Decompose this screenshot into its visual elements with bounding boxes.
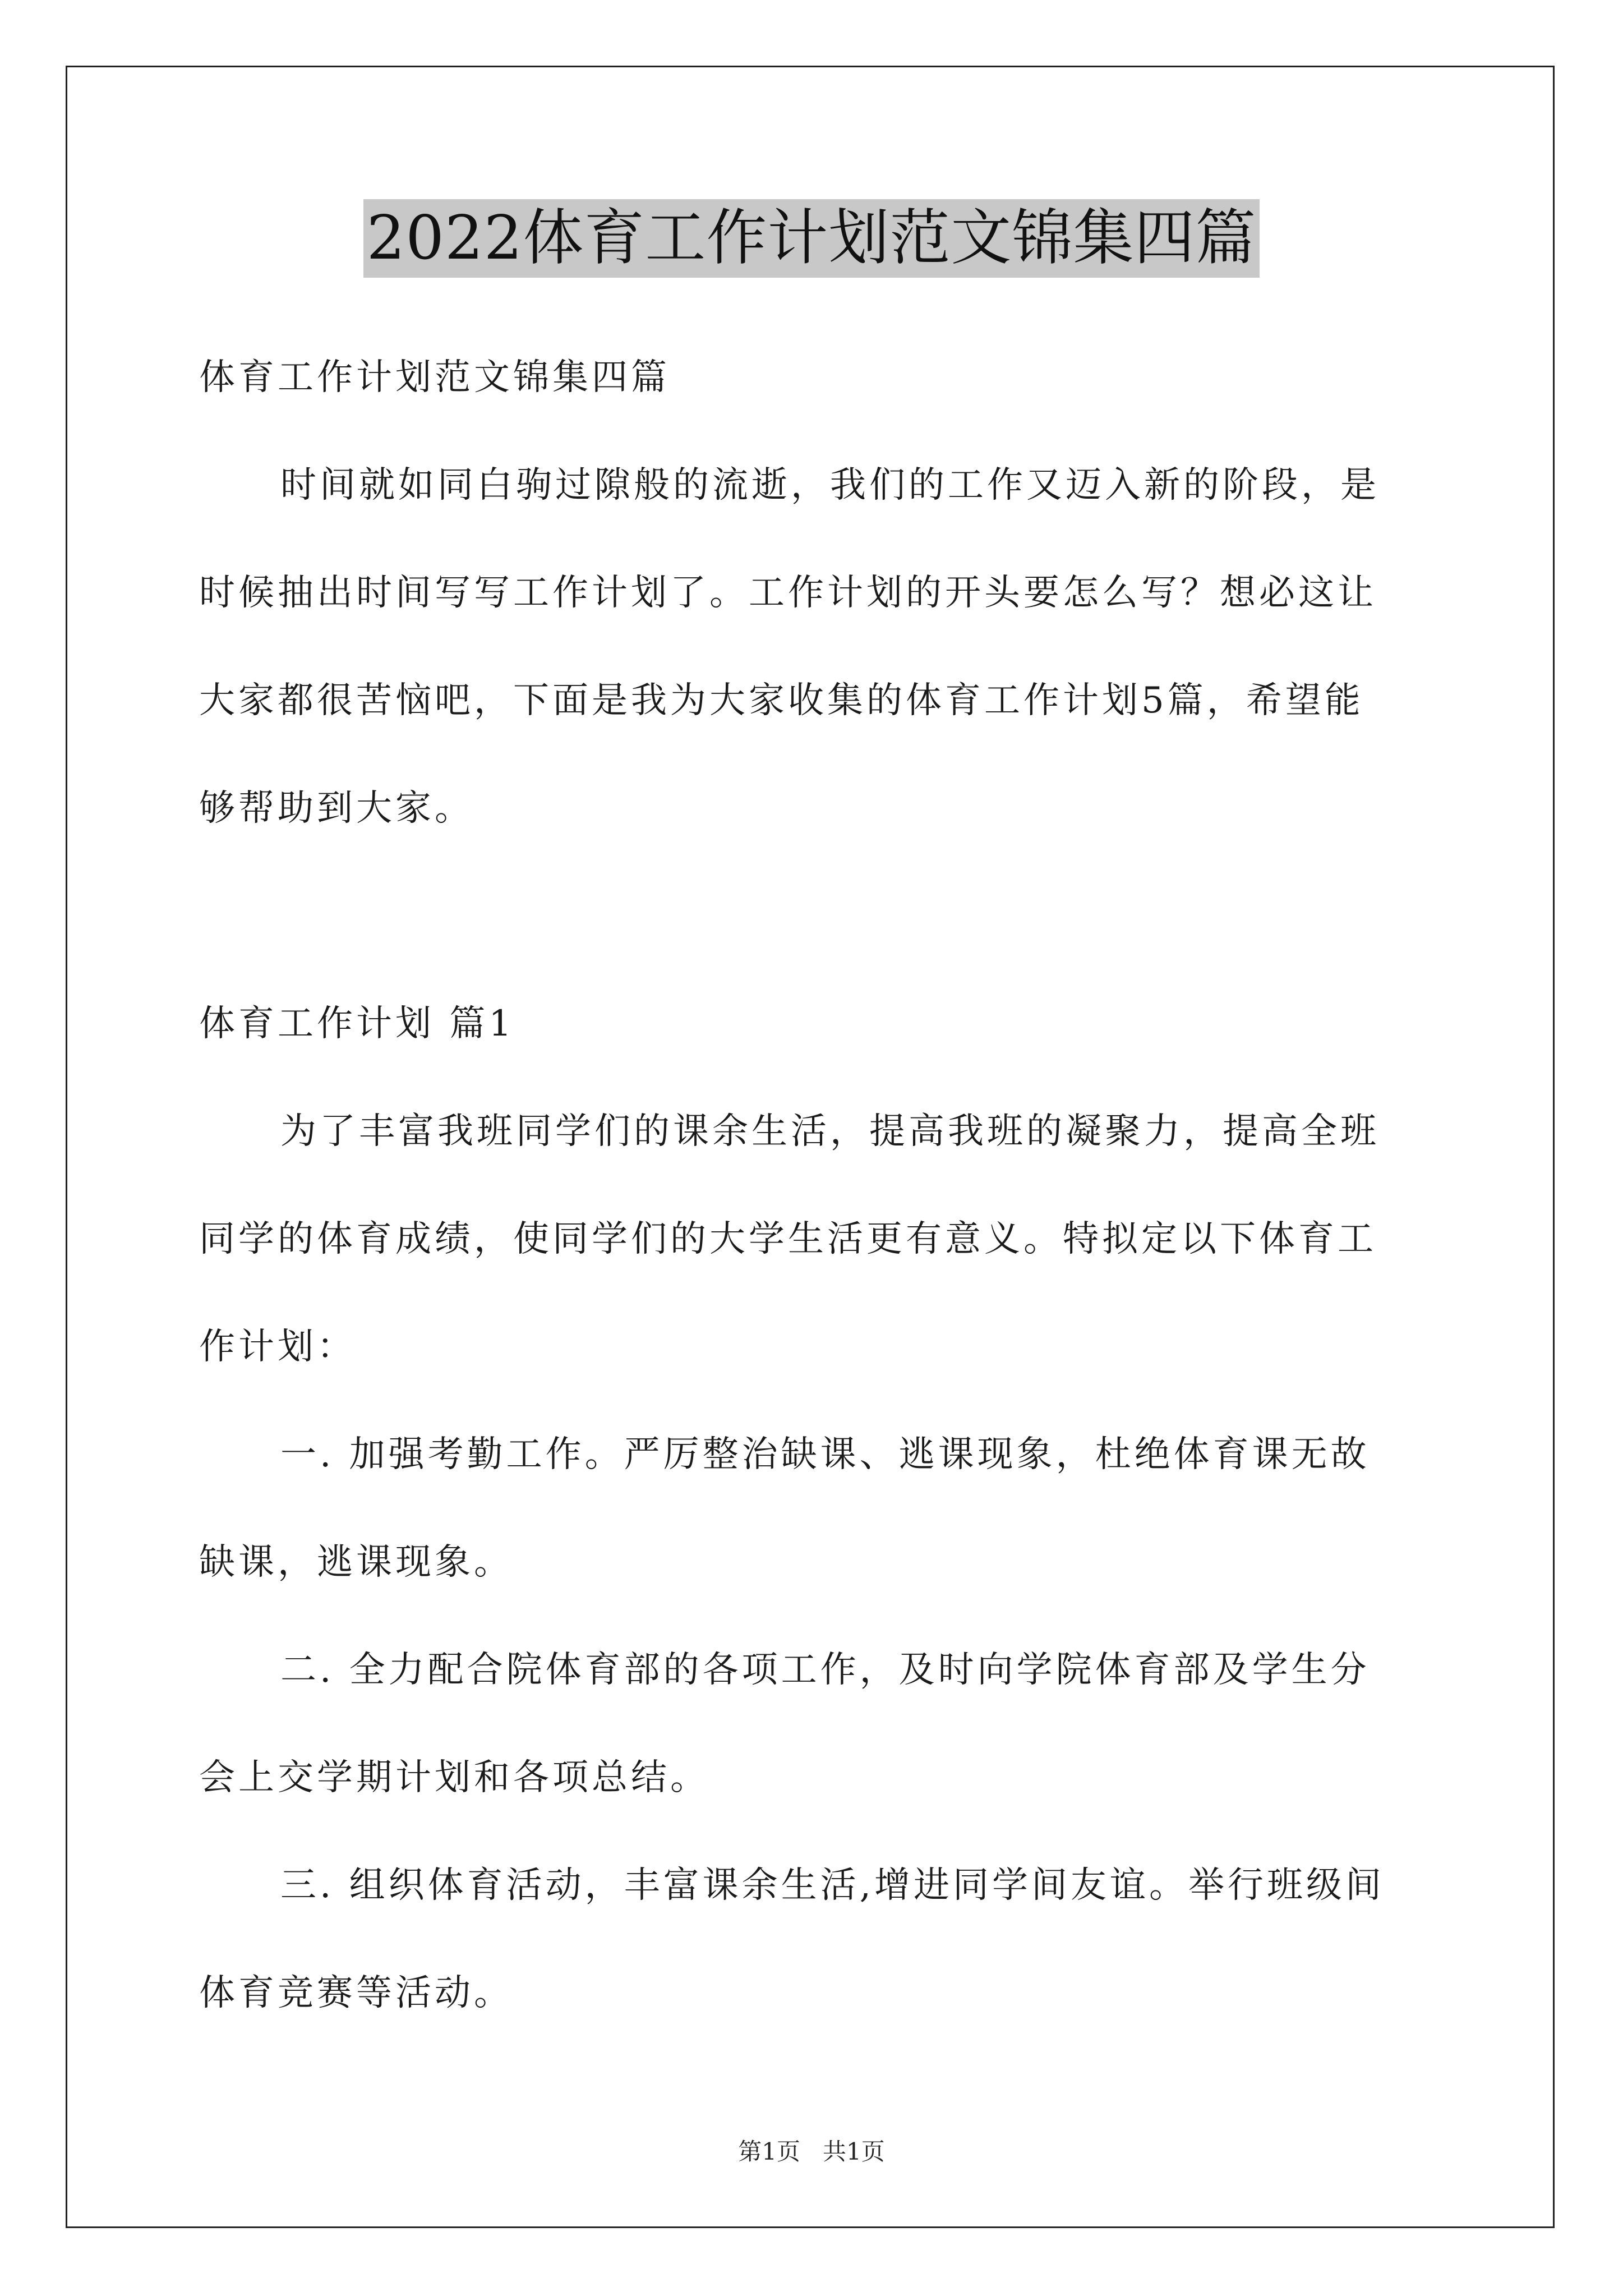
section-line: 二. 全力配合院体育部的各项工作，及时向学院体育部及学生分 [280, 1649, 1370, 1691]
section-heading: 体育工作计划 篇1 [199, 1003, 515, 1045]
intro-line: 大家都很苦恼吧，下面是我为大家收集的体育工作计划5篇，希望能 [199, 680, 1364, 721]
intro-line: 时候抽出时间写写工作计划了。工作计划的开头要怎么写？想必这让 [199, 572, 1377, 614]
page-footer: 第1页 共1页 [738, 2138, 885, 2165]
section-line: 三. 组织体育活动，丰富课余生活,增进同学间友谊。举行班级间 [280, 1865, 1385, 1906]
subtitle: 体育工作计划范文锦集四篇 [199, 357, 670, 398]
intro-line: 时间就如同白驹过隙般的流逝，我们的工作又迈入新的阶段，是 [280, 464, 1380, 506]
section-line: 会上交学期计划和各项总结。 [199, 1757, 709, 1798]
section-line: 缺课，逃课现象。 [199, 1542, 513, 1583]
section-line: 一. 加强考勤工作。严厉整治缺课、逃课现象，杜绝体育课无故 [280, 1434, 1370, 1475]
section-line: 作计划： [199, 1326, 356, 1368]
section-line: 为了丰富我班同学们的课余生活，提高我班的凝聚力，提高全班 [280, 1111, 1380, 1152]
title-container [0, 199, 1623, 278]
intro-line: 够帮助到大家。 [199, 788, 474, 829]
document-title: 2022体育工作计划范文锦集四篇 [363, 199, 1260, 278]
section-line: 体育竞赛等活动。 [199, 1972, 513, 2014]
section-line: 同学的体育成绩，使同学们的大学生活更有意义。特拟定以下体育工 [199, 1218, 1377, 1260]
